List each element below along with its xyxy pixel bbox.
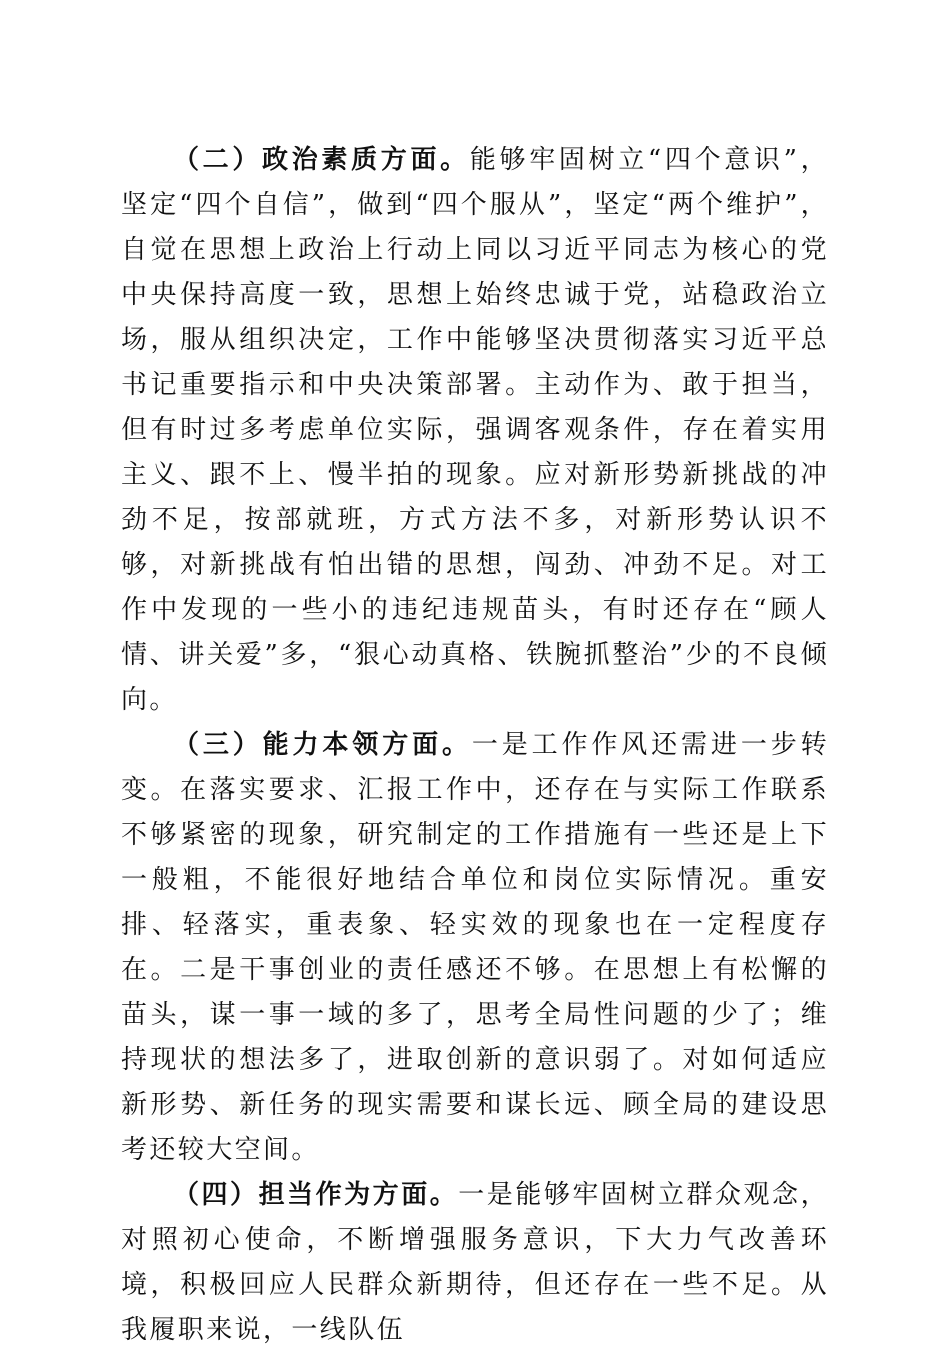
document-page — [121, 138, 829, 1353]
paragraph-body: 能够牢固树立“四个意识”，坚定“四个自信”，做到“四个服从”，坚定“两个维护”，自觉在思想上政治上行动上同以习近平同志为核心的党中央保持高度一致，思想上始终忠诚于党，站稳政治立场，服从组织决定，工作中能够坚决贯彻落实习近平总书记重要指示和中央决策部署。主动作为、敢于担当，但有时过多考虑单位实际，强调客观条件，存在着实用主义、跟不上、慢半拍的现象。应对新形势新挑战的冲劲不足，按部就班，方式方法不多，对新形势认识不够，对新挑战有怕出错的思想，闯劲、冲劲不足。对工作中发现的一些小的违纪违规苗头，有时还存在“顾人情、讲关爱”多，“狠心动真格、铁腕抓整治”少的不良倾向。 — [121, 145, 829, 715]
section-heading: （四）担当作为方面。 — [173, 1180, 459, 1210]
paragraph-body: 一是工作作风还需进一步转变。在落实要求、汇报工作中，还存在与实际工作联系不够紧密的现象，研究制定的工作措施有一些还是上下一般粗，不能很好地结合单位和岗位实际情况。重安排、轻落实，重表象、轻实效的现象也在一定程度存在。二是干事创业的责任感还不够。在思想上有松懈的苗头，谋一事一域的多了，思考全局性问题的少了；维持现状的想法多了，进取创新的意识弱了。对如何适应新形势、新任务的现实需要和谋长远、顾全局的建设思考还较大空间。 — [121, 730, 829, 1165]
paragraph-responsibility — [121, 1173, 829, 1353]
paragraph-political-quality — [121, 138, 829, 723]
section-heading: （三）能力本领方面。 — [173, 730, 472, 760]
paragraph-body: 一是能够牢固树立群众观念，对照初心使命，不断增强服务意识，下大力气改善环境，积极回应人民群众新期待，但还存在一些不足。从我履职来说，一线队伍 — [121, 1180, 829, 1345]
section-heading: （二）政治素质方面。 — [173, 145, 470, 175]
paragraph-capability — [121, 723, 829, 1173]
